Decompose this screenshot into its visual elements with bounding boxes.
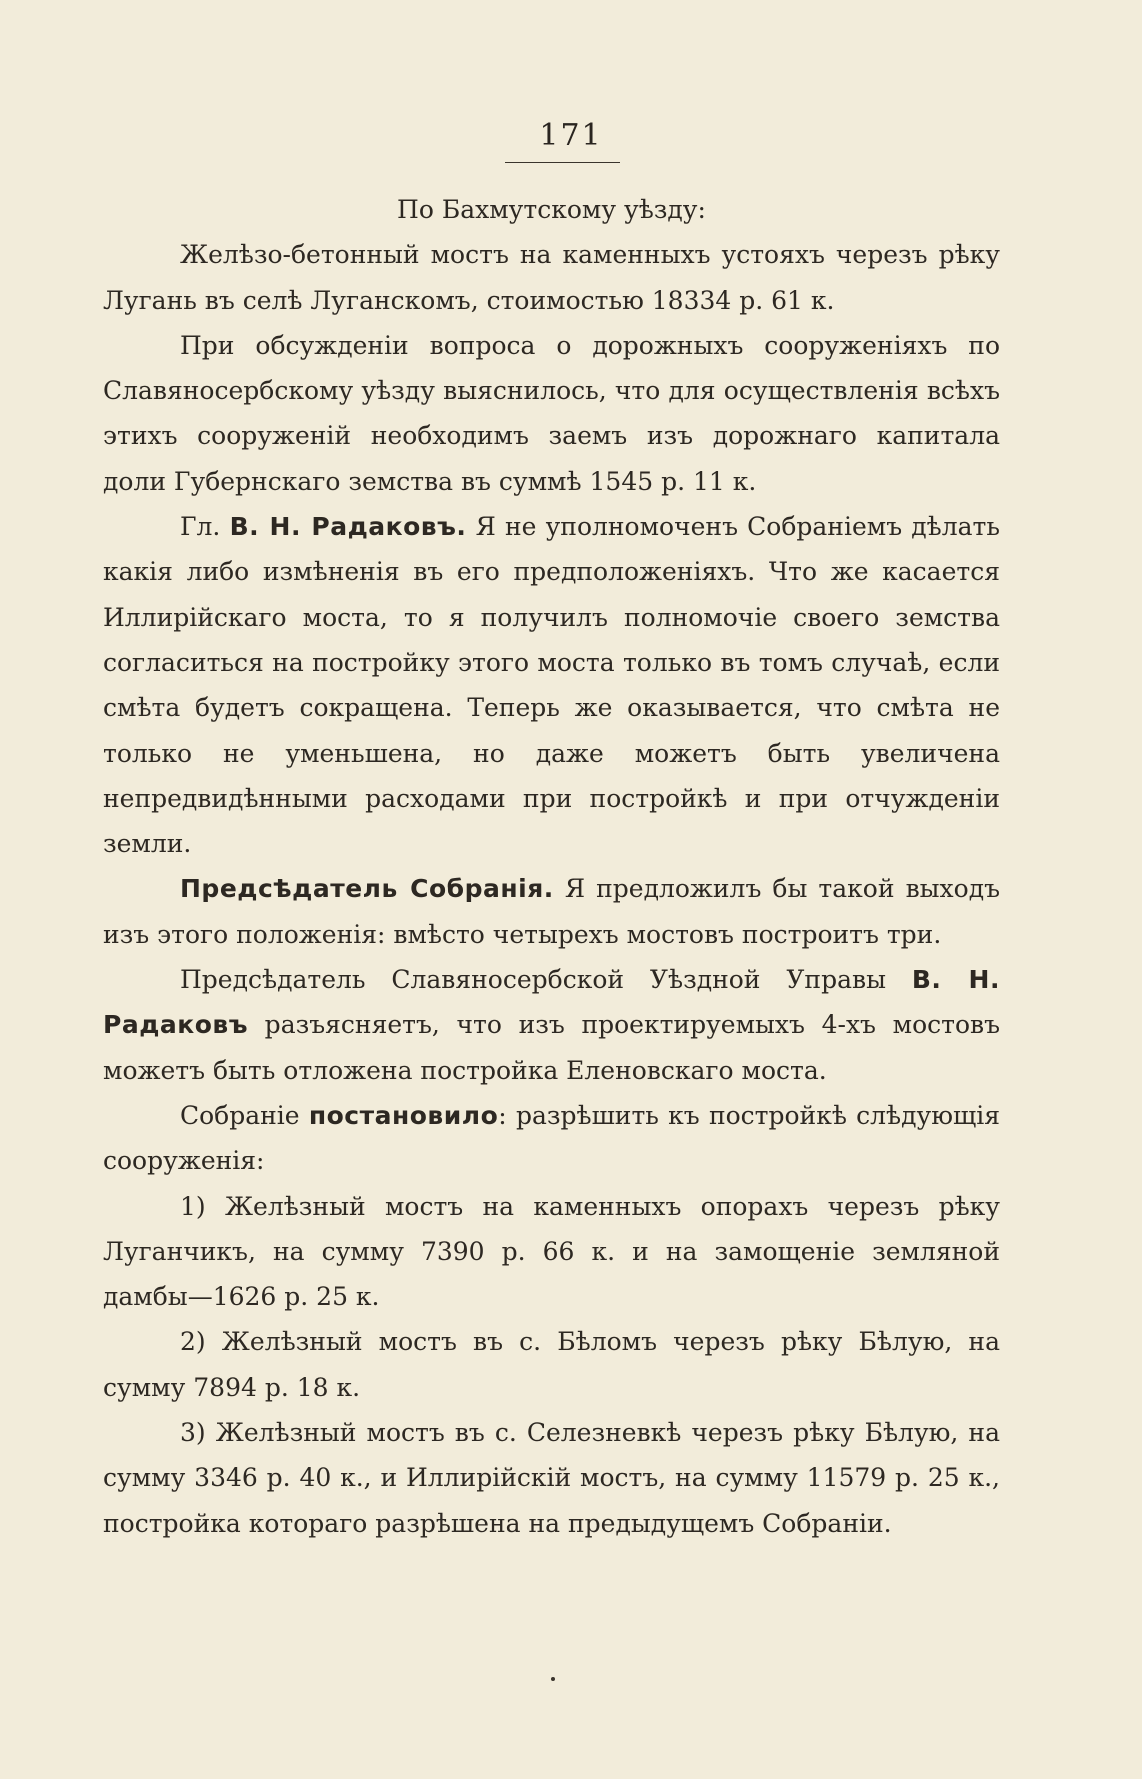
paragraph-radakov-speech	[103, 504, 1000, 866]
text-run: 1) Желѣзный мостъ на каменныхъ опорахъ черезъ рѣку Луганчикъ, на сумму 7390 р. 66 к. и на замощеніе земляной дамбы—1626 р. 25 к.	[103, 1191, 1000, 1312]
text-run: Я предложилъ бы такой выходъ изъ этого положенія: вмѣсто четырехъ мостовъ построитъ три.	[103, 874, 1000, 949]
bold-run: В. Н. Радаковъ	[103, 965, 1000, 1040]
bold-run: Предсѣдатель Собранія.	[180, 874, 554, 904]
page-mark	[551, 1677, 555, 1681]
paragraph-bakhmut-bridge	[103, 232, 1000, 323]
page-number: 171	[539, 118, 603, 153]
page-text	[103, 187, 1000, 1546]
paragraph-uprava-chairman	[103, 957, 1000, 1093]
paragraph-chairman-speech	[103, 866, 1000, 957]
paragraph-item-1	[103, 1184, 1000, 1320]
text-run: При обсужденіи вопроса о дорожныхъ сооруженіяхъ по Славяносербскому уѣзду выяснилось, что для осуществленія всѣхъ этихъ сооруженій необходимъ заемъ изъ дорожнаго капитала доли Губернскаго земства въ суммѣ 1545 р. 11 к.	[103, 330, 1000, 496]
text-run: По Бахмутскому уѣзду:	[397, 195, 706, 224]
text-run: разъясняетъ, что изъ проектируемыхъ 4-хъ мостовъ можетъ быть отложена постройка Еленовскаго моста.	[103, 1010, 1000, 1085]
paragraph-item-2	[103, 1319, 1000, 1410]
text-run: Предсѣдатель Славяносербской Уѣздной Управы	[180, 965, 912, 995]
paragraph-resolution	[103, 1093, 1000, 1184]
text-run: Желѣзо-бетонный мостъ на каменныхъ устояхъ черезъ рѣку Лугань въ селѣ Луганскомъ, стоимостью 18334 р. 61 к.	[103, 240, 1000, 315]
bold-run: постановило	[308, 1100, 499, 1130]
page-number-rule	[505, 162, 620, 163]
paragraph-bakhmut-heading	[103, 187, 1000, 232]
text-run: Гл.	[180, 512, 230, 542]
paragraph-discussion	[103, 323, 1000, 504]
paragraph-item-3	[103, 1410, 1000, 1546]
text-run: Я не уполномоченъ Собраніемъ дѣлать какія либо измѣненія въ его предположеніяхъ. Что же касается Иллирійскаго моста, то я получилъ полномочіе своего земства согласиться на постройку этого моста только въ томъ случаѣ, если смѣта будетъ сокращена. Теперь же оказывается, что смѣта не только не уменьшена, но даже можетъ быть увеличена непредвидѣнными расходами при постройкѣ и при отчужденіи земли.	[103, 512, 1000, 859]
text-run: Собраніе	[180, 1100, 309, 1130]
text-run: 2) Желѣзный мостъ въ с. Бѣломъ черезъ рѣку Бѣлую, на сумму 7894 р. 18 к.	[103, 1327, 1000, 1402]
text-run: : разрѣшить къ постройкѣ слѣдующія сооруженія:	[103, 1100, 1000, 1176]
bold-run: В. Н. Радаковъ.	[229, 512, 467, 542]
text-run: 3) Желѣзный мостъ въ с. Селезневкѣ черезъ рѣку Бѣлую, на сумму 3346 р. 40 к., и Иллирійскій мостъ, на сумму 11579 р. 25 к., постройка котораго разрѣшена на предыдущемъ Собраніи.	[103, 1418, 1000, 1538]
